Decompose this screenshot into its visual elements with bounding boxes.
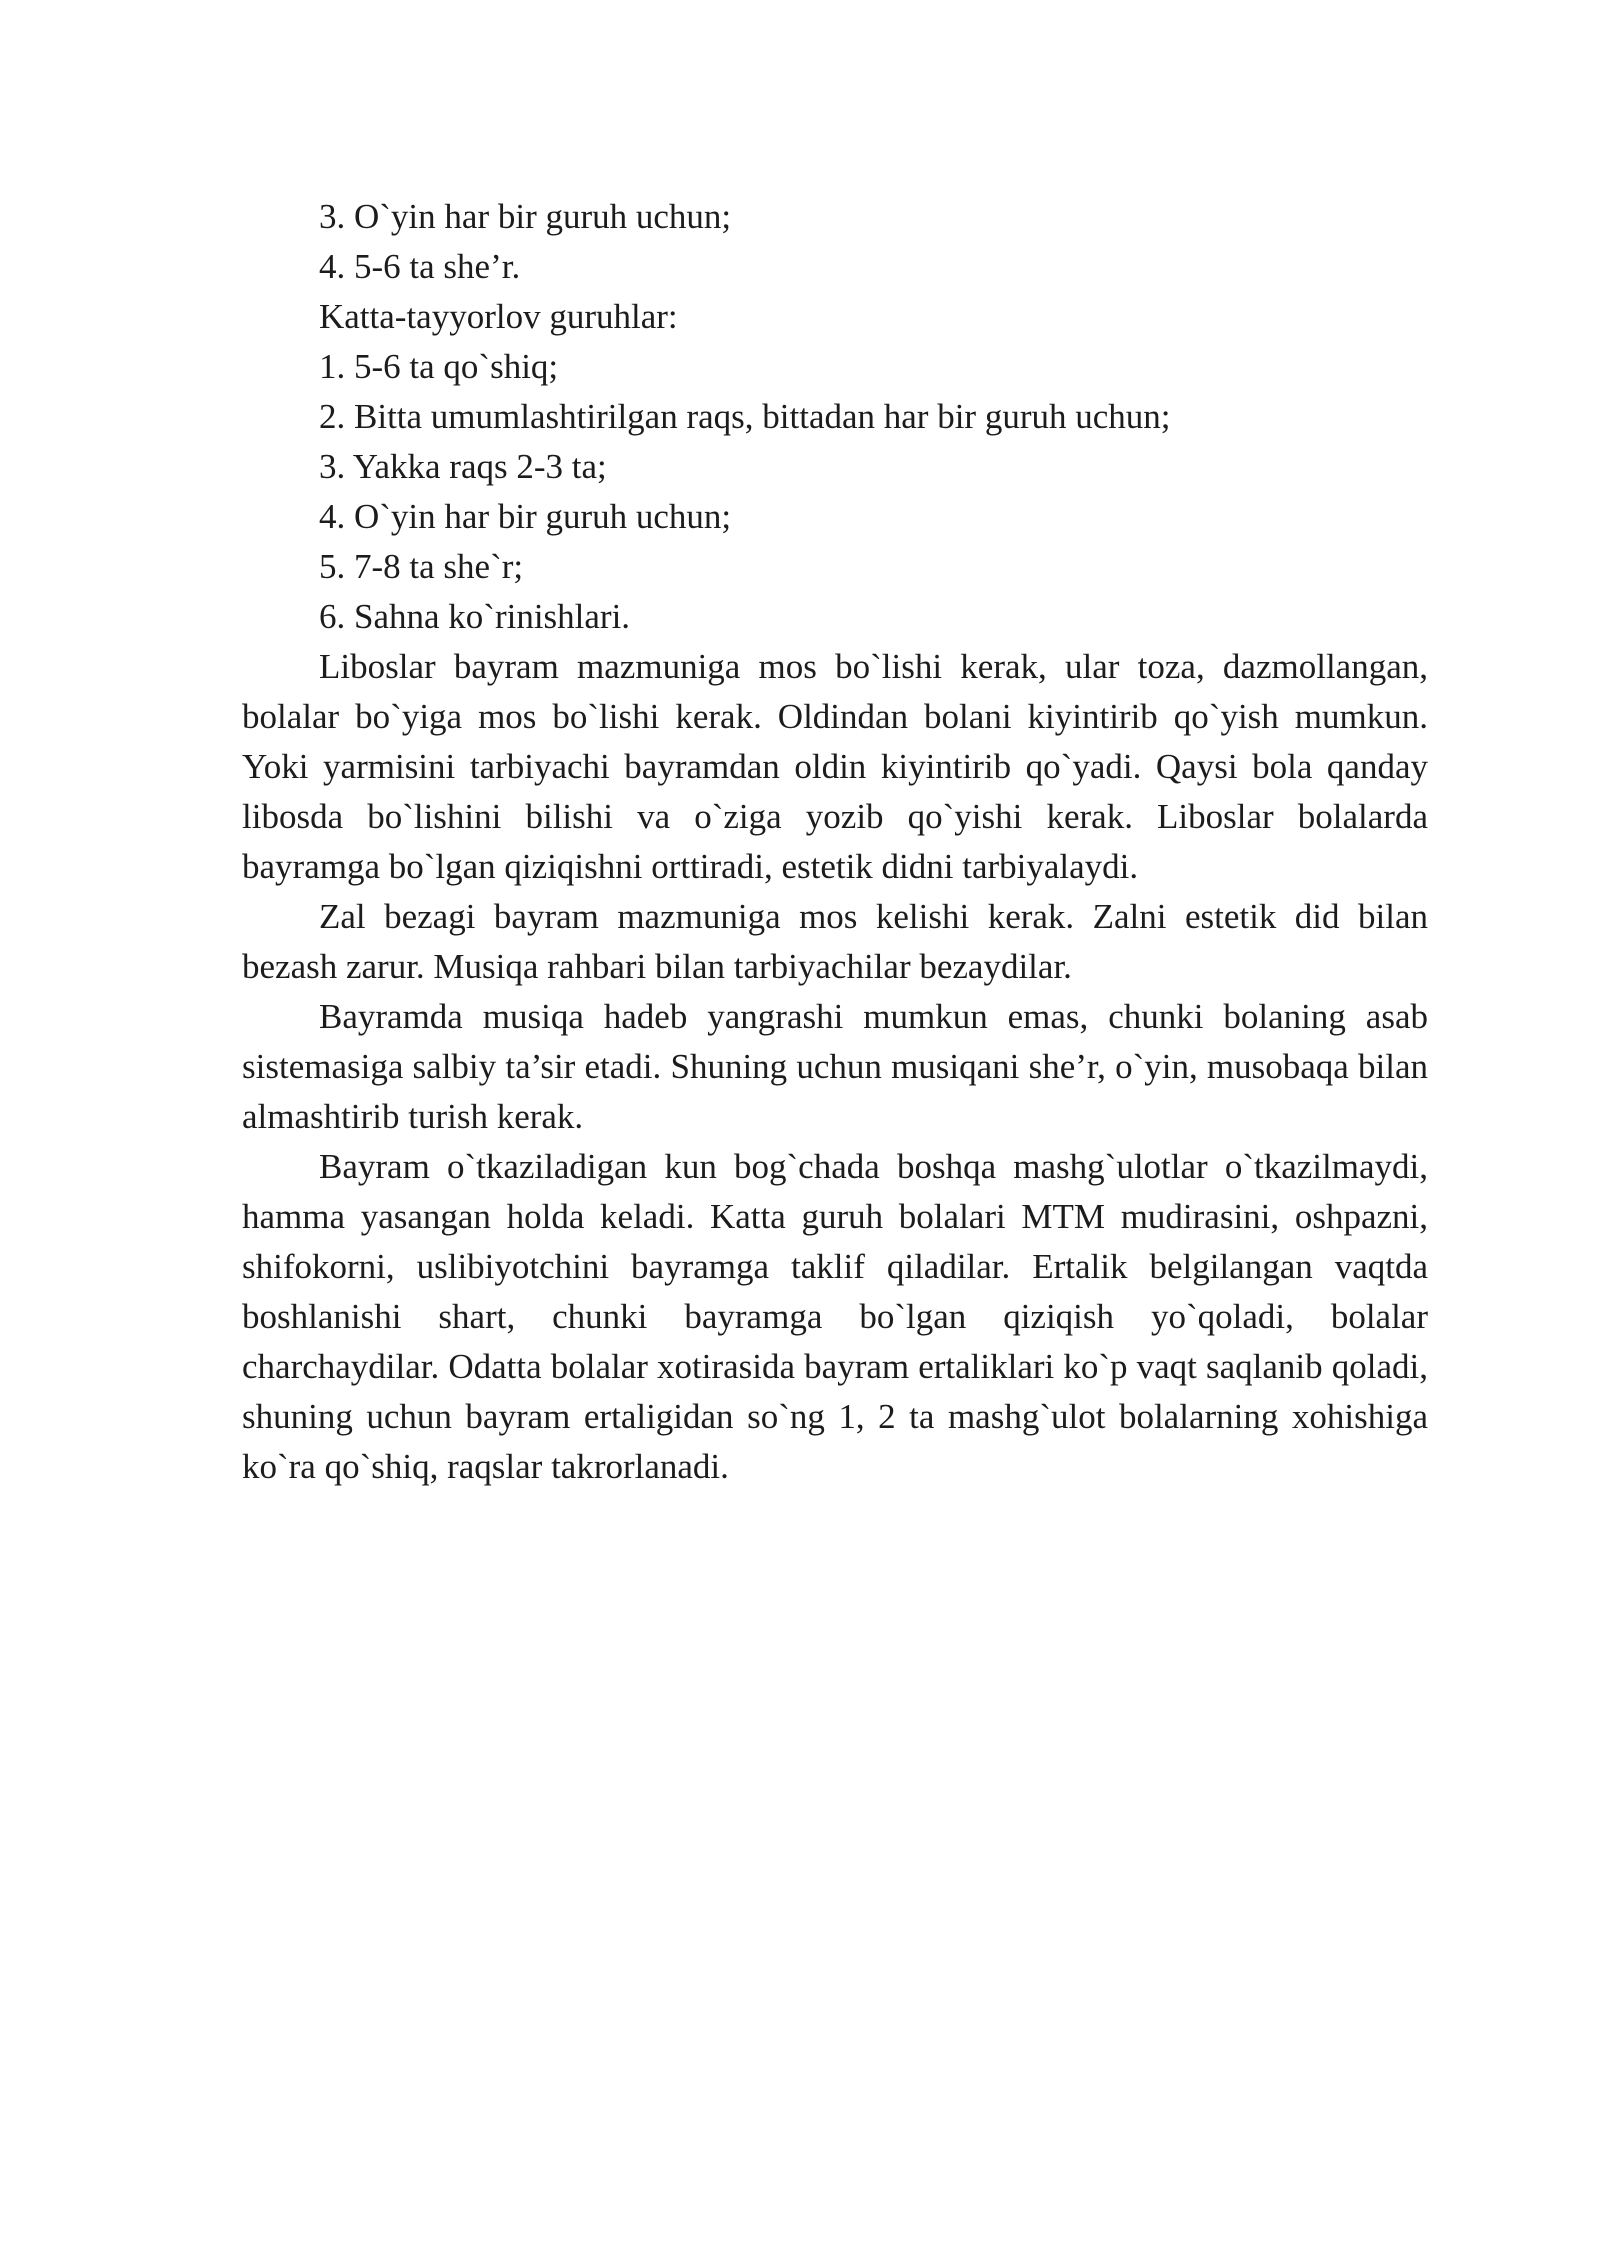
list-item: 6. Sahna ko`rinishlari. — [319, 597, 631, 636]
list-item: 3. Yakka raqs 2-3 ta; — [319, 447, 607, 486]
list-item: 4. 5-6 ta she’r. — [319, 247, 521, 286]
list-item: 2. Bitta umumlashtirilgan raqs, bittadan har bir guruh uchun; — [319, 397, 1171, 436]
list-item: 3. O`yin har bir guruh uchun; — [319, 197, 732, 236]
paragraph-hall-decoration: Zal bezagi bayram mazmuniga mos kelishi kerak. Zalni estetik did bilan bezash zarur. Musiqa rahbari bilan tarbiyachilar bezaydilar. — [242, 897, 1428, 986]
paragraph-music: Bayramda musiqa hadeb yangrashi mumkun emas, chunki bolaning asab sistemasiga salbiy ta’sir etadi. Shuning uchun musiqani she’r, o`yin, musobaqa bilan almashtirib turish kerak. — [242, 997, 1428, 1136]
document-body — [242, 192, 1428, 1492]
paragraph-holiday-day: Bayram o`tkaziladigan kun bog`chada boshqa mashg`ulotlar o`tkazilmaydi, hamma yasangan holda keladi. Katta guruh bolalari MTM mudirasini, oshpazni, shifokorni, uslibiyotchini bayramga taklif qiladilar. Ertalik belgilangan vaqtda boshlanishi shart, chunki bayramga bo`lgan qiziqish yo`qoladi, bolalar charchaydilar. Odatta bolalar xotirasida bayram ertaliklari ko`p vaqt saqlanib qoladi, shuning uchun bayram ertaligidan so`ng 1, 2 ta mashg`ulot bolalarning xohishiga ko`ra qo`shiq, raqslar takrorlanadi. — [242, 1147, 1428, 1486]
list-item: 1. 5-6 ta qo`shiq; — [319, 347, 559, 386]
paragraph-costumes: Liboslar bayram mazmuniga mos bo`lishi kerak, ular toza, dazmollangan, bolalar bo`yiga mos bo`lishi kerak. Oldindan bolani kiyintirib qo`yish mumkun. Yoki yarmisini tarbiyachi bayramdan oldin kiyintirib qo`yadi. Qaysi bola qanday libosda bo`lishini bilishi va o`ziga yozib qo`yishi kerak. Liboslar bolalarda bayramga bo`lgan qiziqishni orttiradi, estetik didni tarbiyalaydi. — [242, 647, 1428, 886]
section-heading: Katta-tayyorlov guruhlar: — [319, 297, 678, 336]
list-item: 4. O`yin har bir guruh uchun; — [319, 497, 732, 536]
list-item: 5. 7-8 ta she`r; — [319, 547, 524, 586]
